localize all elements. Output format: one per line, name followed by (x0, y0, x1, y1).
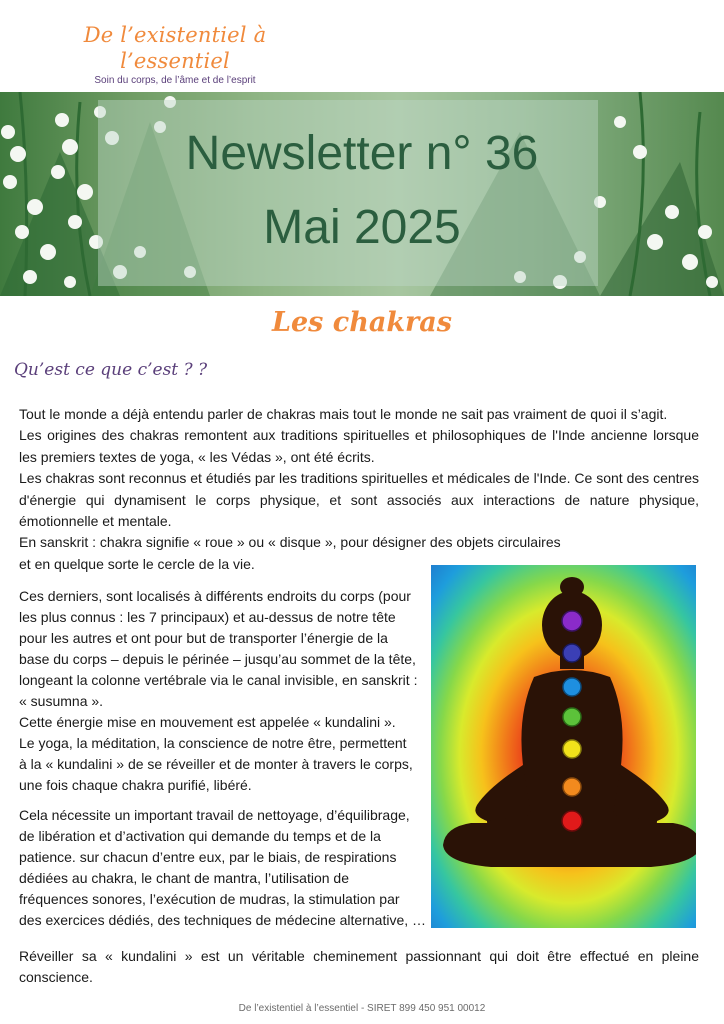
throat-chakra-icon (563, 678, 581, 696)
body-line: Cela nécessite un important travail de nettoyage, d’équilibrage, (19, 807, 410, 823)
brand-header (40, 22, 310, 86)
solar-plexus-chakra-icon (563, 740, 581, 758)
meditating-silhouette-figure (431, 565, 696, 928)
practice-paragraph (19, 805, 435, 931)
body-line: dédiées au chakra, le chant de mantra, l’utilisation de (19, 870, 349, 886)
brand-tagline: Soin du corps, de l’âme et de l’esprit (94, 75, 256, 86)
intro-line: et en quelque sorte le cercle de la vie. (19, 555, 255, 572)
heart-chakra-icon (563, 708, 581, 726)
root-chakra-icon (562, 811, 582, 831)
body-line: base du corps – depuis le périnée – jusqu’au sommet de la tête, (19, 651, 416, 667)
closing-paragraph: Réveiller sa « kundalini » est un véritable cheminement passionnant qui doit être effectué en pleine conscience. (19, 948, 699, 986)
body-line: à la « kundalini » de se réveiller et de monter à travers le corps, (19, 756, 413, 772)
body-line: des exercices dédiés, des techniques de médecine alternative, … (19, 912, 427, 928)
body-line: longeant la colonne vertébrale via le canal invisible, en sanskrit : (19, 672, 418, 688)
body-line: Ces derniers, sont localisés à différents endroits du corps (pour (19, 588, 411, 604)
intro-line: Les chakras sont reconnus et étudiés par les traditions spirituelles et médicales de l'Inde. Ce sont des centres d'énergie qui dynamisent le corps physique, et sont associés aux interactions de nature physique, émotionnelle et mentale. (19, 470, 699, 530)
body-line: « susumna ». (19, 693, 104, 709)
body-line: patience. sur chacun d’entre eux, par le biais, de respirations (19, 849, 397, 865)
intro-paragraph (19, 404, 699, 575)
body-line: Cette énergie mise en mouvement est appelée « kundalini ». (19, 714, 396, 730)
page-footer: De l’existentiel à l’essentiel - SIRET 899 450 951 00012 (238, 1003, 486, 1014)
newsletter-number: Newsletter n° 36 (185, 127, 539, 180)
newsletter-banner (0, 92, 724, 296)
subsection-title: Qu’est ce que c’est ? ? (14, 360, 208, 380)
newsletter-date: Mai 2025 (263, 201, 461, 254)
section-title: Les chakras (272, 307, 452, 338)
body-line: Le yoga, la méditation, la conscience de notre être, permettent (19, 735, 407, 751)
body-line: une fois chaque chakra purifié, libéré. (19, 777, 252, 793)
brand-logo-title: De l’existentiel à l’essentiel (83, 23, 267, 73)
intro-line: Tout le monde a déjà entendu parler de chakras mais tout le monde ne sait pas vraiment de quoi il s’agit. (19, 406, 668, 422)
intro-line: Les origines des chakras remontent aux traditions spirituelles et philosophiques de l'Inde ancienne lorsque les premiers textes de yoga, « les Védas », ont été écrits. (19, 427, 699, 465)
crown-chakra-icon (562, 611, 582, 631)
body-line: pour les autres et ont pour but de transporter l’énergie de la (19, 630, 388, 646)
localisation-paragraph (19, 586, 435, 796)
body-line: fréquences sonores, l’exécution de mudras, la stimulation par (19, 891, 400, 907)
intro-line: En sanskrit : chakra signifie « roue » ou « disque », pour désigner des objets circulaires (19, 534, 561, 551)
sacral-chakra-icon (563, 778, 581, 796)
third-eye-chakra-icon (563, 644, 581, 662)
body-line: les plus connus : les 7 principaux) et au-dessus de notre tête (19, 609, 396, 625)
meditation-chakra-image (431, 565, 696, 928)
body-line: de libération et d’activation qui demande du temps et de la (19, 828, 381, 844)
